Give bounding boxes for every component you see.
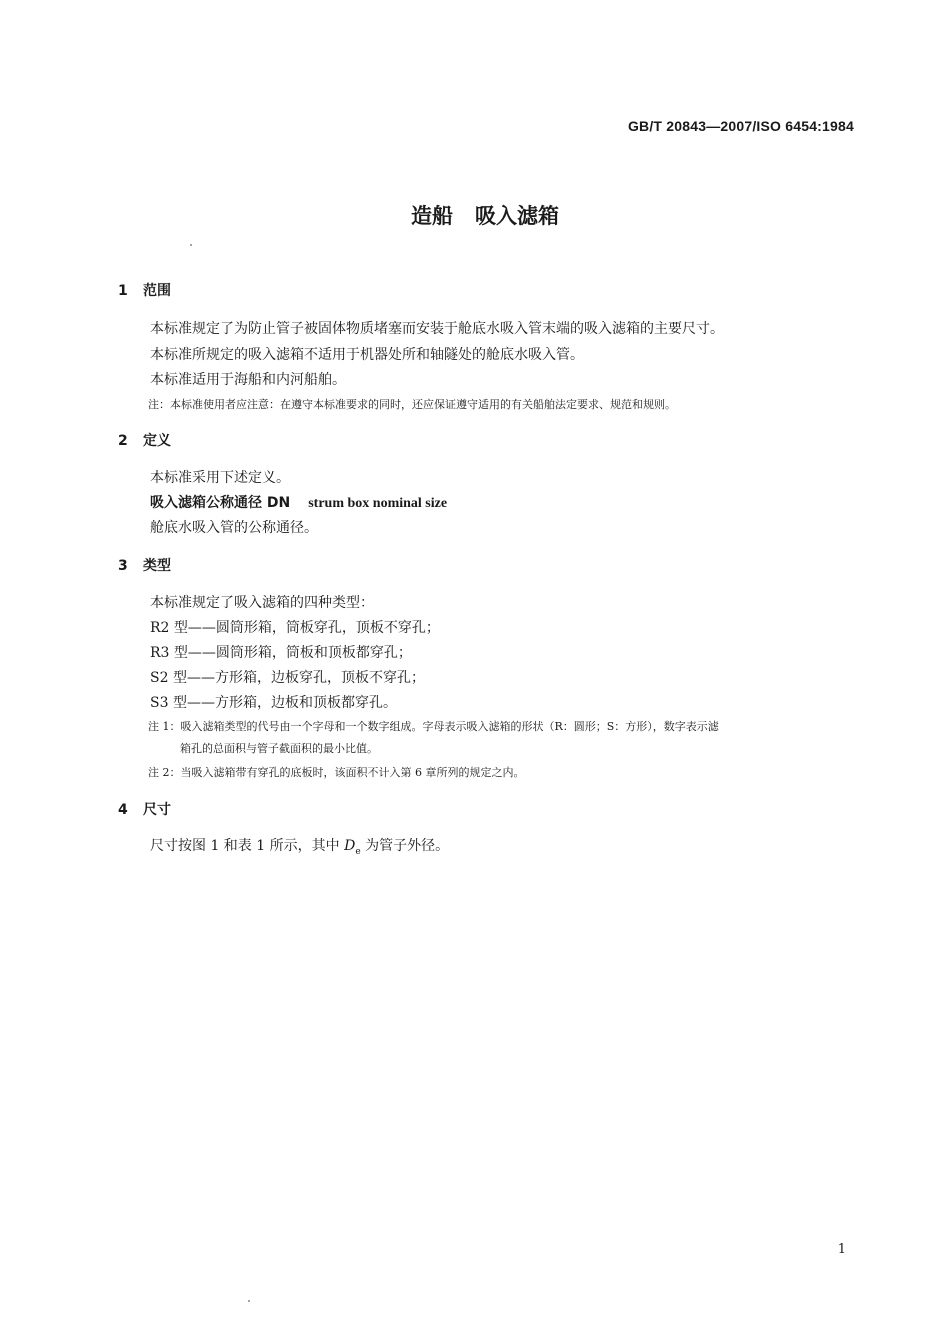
type-item: S3 型——方形箱，边板和顶板都穿孔。 xyxy=(150,695,397,711)
definition-term xyxy=(150,492,447,512)
section-title: 定义 xyxy=(143,433,171,449)
section-4-paragraph xyxy=(150,835,449,857)
type-item: S2 型——方形箱，边板穿孔，顶板不穿孔； xyxy=(150,670,425,686)
section-3-paragraph: 本标准规定了吸入滤箱的四种类型： xyxy=(150,595,374,611)
scan-speck xyxy=(190,244,192,246)
page-number: 1 xyxy=(837,1242,846,1257)
variable-subscript: e xyxy=(355,846,361,857)
paragraph-text: 为管子外径。 xyxy=(360,838,450,854)
type-item: R2 型——圆筒形箱，筒板穿孔，顶板不穿孔； xyxy=(150,620,440,636)
variable-d: D xyxy=(344,838,356,854)
section-3-note-1: 注 1：吸入滤箱类型的代号由一个字母和一个数字组成。字母表示吸入滤箱的形状（R：圆形；S：方形），数字表示滤 xyxy=(148,720,719,733)
section-2-paragraph: 舱底水吸入管的公称通径。 xyxy=(150,520,318,536)
section-1-paragraph: 本标准所规定的吸入滤箱不适用于机器处所和轴隧处的舱底水吸入管。 xyxy=(150,347,584,363)
section-number: 2 xyxy=(118,433,128,449)
title-part-1: 造船 xyxy=(411,204,453,228)
term-english: strum box nominal size xyxy=(308,496,448,511)
section-title: 类型 xyxy=(143,558,171,574)
title-part-2: 吸入滤箱 xyxy=(475,204,559,228)
section-3-heading xyxy=(118,555,171,575)
section-title: 尺寸 xyxy=(143,802,171,818)
section-1-note: 注：本标准使用者应注意：在遵守本标准要求的同时，还应保证遵守适用的有关船舶法定要求、规范和规则。 xyxy=(148,398,676,411)
section-3-note-2: 注 2：当吸入滤箱带有穿孔的底板时，该面积不计入第 6 章所列的规定之内。 xyxy=(148,766,525,779)
section-number: 3 xyxy=(118,558,128,574)
term-chinese: 吸入滤箱公称通径 DN xyxy=(150,495,291,511)
section-2-heading xyxy=(118,430,171,450)
section-1-paragraph: 本标准规定了为防止管子被固体物质堵塞而安装于舱底水吸入管末端的吸入滤箱的主要尺寸。 xyxy=(150,321,724,337)
section-4-heading xyxy=(118,799,171,819)
document-title xyxy=(0,200,950,230)
section-1-paragraph: 本标准适用于海船和内河船舶。 xyxy=(150,372,346,388)
scan-speck xyxy=(248,1300,250,1302)
section-3-note-1-continued: 箱孔的总面积与管子截面积的最小比值。 xyxy=(180,742,378,755)
section-number: 4 xyxy=(118,802,128,818)
section-2-paragraph: 本标准采用下述定义。 xyxy=(150,470,290,486)
paragraph-text: 尺寸按图 1 和表 1 所示，其中 xyxy=(150,838,345,854)
type-item: R3 型——圆筒形箱，筒板和顶板都穿孔； xyxy=(150,645,412,661)
section-title: 范围 xyxy=(143,283,171,299)
section-1-heading xyxy=(118,280,171,300)
standard-number: GB/T 20843—2007/ISO 6454:1984 xyxy=(627,118,854,134)
section-number: 1 xyxy=(118,283,128,299)
